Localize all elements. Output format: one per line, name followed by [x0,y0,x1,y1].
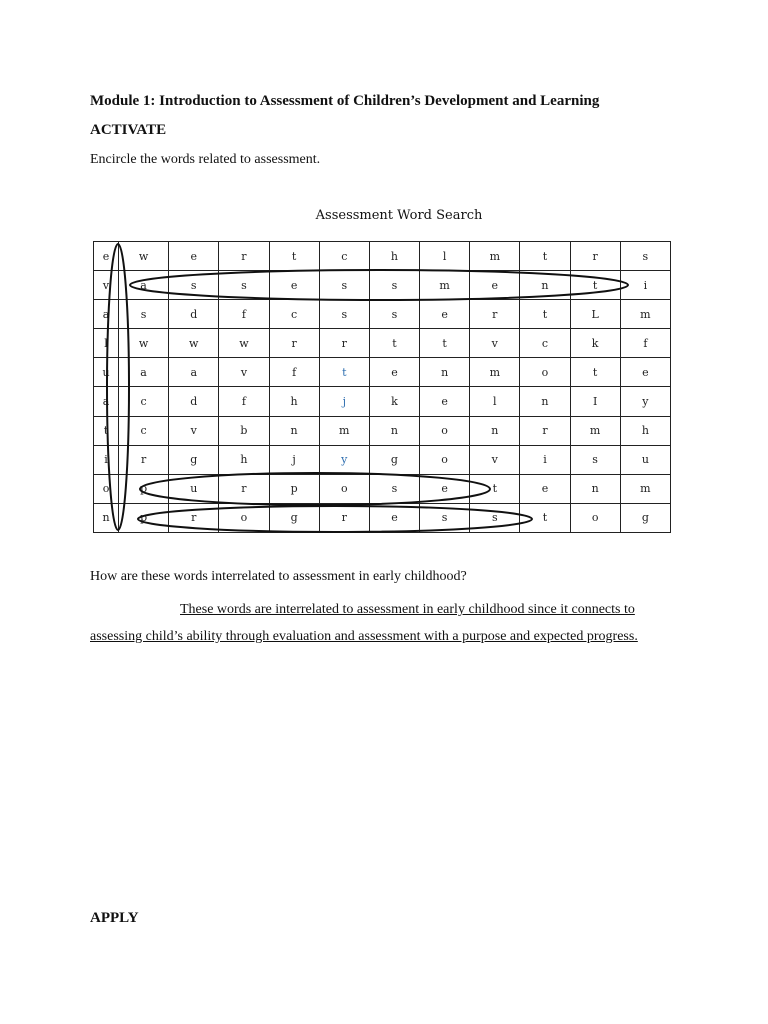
grid-cell: s [369,300,419,329]
grid-cell: m [570,416,620,445]
grid-row [94,474,671,503]
puzzle-title: Assessment Word Search [315,208,483,223]
grid-cell: e [620,358,670,387]
grid-cell: s [570,445,620,474]
grid-cell: v [470,445,520,474]
grid-cell: h [269,387,319,416]
grid-cell: o [420,416,470,445]
grid-cell: r [219,242,269,271]
grid-cell: l [470,387,520,416]
grid-cell: g [369,445,419,474]
grid-cell: e [420,387,470,416]
question-text: How are these words interrelated to assessment in early childhood? [90,569,467,584]
grid-cell: w [219,329,269,358]
grid-cell: t [520,503,570,532]
grid-cell: o [420,445,470,474]
grid-cell: s [420,503,470,532]
grid-cell: w [169,329,219,358]
grid-row [94,416,671,445]
grid-cell: o [520,358,570,387]
answer-paragraph [90,596,690,650]
grid-cell: s [369,271,419,300]
grid-cell: r [119,445,169,474]
grid-cell: p [119,503,169,532]
grid-cell: a [119,271,169,300]
grid-cell: u [620,445,670,474]
grid-row [94,300,671,329]
grid-cell: t [470,474,520,503]
grid-cell: m [470,358,520,387]
grid-cell: o [94,474,119,503]
grid-cell: n [369,416,419,445]
grid-cell: c [319,242,369,271]
grid-cell: f [269,358,319,387]
grid-cell: w [119,242,169,271]
grid-cell: r [570,242,620,271]
grid-cell: e [369,358,419,387]
grid-cell: i [94,445,119,474]
grid-row [94,329,671,358]
answer-text: These words are interrelated to assessment in early childhood since it connects to assessing child’s ability through evaluation and assessment with a purpose and expected progress. [90,602,638,644]
grid-cell: k [570,329,620,358]
grid-cell: j [269,445,319,474]
grid-cell: h [219,445,269,474]
grid-cell: s [119,300,169,329]
grid-cell: r [520,416,570,445]
grid-cell: I [570,387,620,416]
grid-cell: e [369,503,419,532]
grid-cell: k [369,387,419,416]
grid-cell: o [219,503,269,532]
grid-cell: v [94,271,119,300]
grid-cell: p [119,474,169,503]
grid-cell: f [219,387,269,416]
grid-cell: a [119,358,169,387]
word-search-grid [93,241,671,533]
grid-cell: m [420,271,470,300]
grid-cell: f [219,300,269,329]
grid-cell: c [119,387,169,416]
grid-cell: b [219,416,269,445]
grid-cell: f [620,329,670,358]
grid-cell: e [520,474,570,503]
grid-cell: d [169,300,219,329]
grid-cell: c [520,329,570,358]
grid-cell: v [470,329,520,358]
grid-cell: n [94,503,119,532]
grid-cell: p [269,474,319,503]
grid-cell: t [269,242,319,271]
grid-cell: t [570,271,620,300]
grid-cell: h [369,242,419,271]
grid-cell: l [94,329,119,358]
grid-cell: a [169,358,219,387]
grid-cell: m [620,300,670,329]
grid-cell: r [319,503,369,532]
grid-cell: s [369,474,419,503]
grid-cell: r [319,329,369,358]
grid-cell: g [620,503,670,532]
grid-row [94,445,671,474]
grid-cell: u [169,474,219,503]
grid-cell: n [420,358,470,387]
grid-cell: d [169,387,219,416]
grid-cell: e [420,474,470,503]
grid-cell: g [269,503,319,532]
section-heading-apply: APPLY [90,910,139,926]
grid-cell: e [269,271,319,300]
word-search-table [93,241,671,533]
grid-cell: n [470,416,520,445]
grid-cell: m [620,474,670,503]
grid-cell: v [169,416,219,445]
grid-cell: n [520,387,570,416]
grid-cell: i [520,445,570,474]
grid-cell: m [319,416,369,445]
grid-cell: v [219,358,269,387]
grid-cell: h [620,416,670,445]
grid-row [94,271,671,300]
grid-row [94,387,671,416]
grid-cell: e [470,271,520,300]
grid-cell: e [420,300,470,329]
grid-cell: e [169,242,219,271]
grid-cell: s [319,271,369,300]
grid-cell: r [219,474,269,503]
grid-cell: t [520,300,570,329]
grid-cell: g [169,445,219,474]
grid-cell: o [319,474,369,503]
grid-cell: s [319,300,369,329]
grid-cell: s [620,242,670,271]
grid-cell: t [570,358,620,387]
grid-cell: c [119,416,169,445]
grid-cell: c [269,300,319,329]
grid-cell: n [269,416,319,445]
grid-cell: e [94,242,119,271]
grid-cell: s [470,503,520,532]
grid-cell: y [319,445,369,474]
section-heading-activate: ACTIVATE [90,122,167,138]
grid-cell: n [570,474,620,503]
grid-cell: r [470,300,520,329]
grid-cell: l [420,242,470,271]
grid-cell: t [420,329,470,358]
grid-row [94,358,671,387]
grid-cell: t [369,329,419,358]
grid-cell: r [269,329,319,358]
grid-cell: a [94,387,119,416]
grid-cell: m [470,242,520,271]
instruction-text: Encircle the words related to assessment. [90,152,321,167]
grid-cell: r [169,503,219,532]
grid-cell: i [620,271,670,300]
grid-cell: w [119,329,169,358]
puzzle-caption [0,208,768,223]
grid-cell: n [520,271,570,300]
grid-cell: u [94,358,119,387]
grid-row [94,242,671,271]
grid-cell: a [94,300,119,329]
grid-cell: o [570,503,620,532]
grid-cell: y [620,387,670,416]
grid-cell: t [94,416,119,445]
grid-cell: t [319,358,369,387]
module-title: Module 1: Introduction to Assessment of Children’s Development and Learning [90,93,600,109]
grid-cell: t [520,242,570,271]
grid-cell: s [169,271,219,300]
grid-row [94,503,671,532]
grid-cell: j [319,387,369,416]
grid-cell: s [219,271,269,300]
grid-cell: L [570,300,620,329]
